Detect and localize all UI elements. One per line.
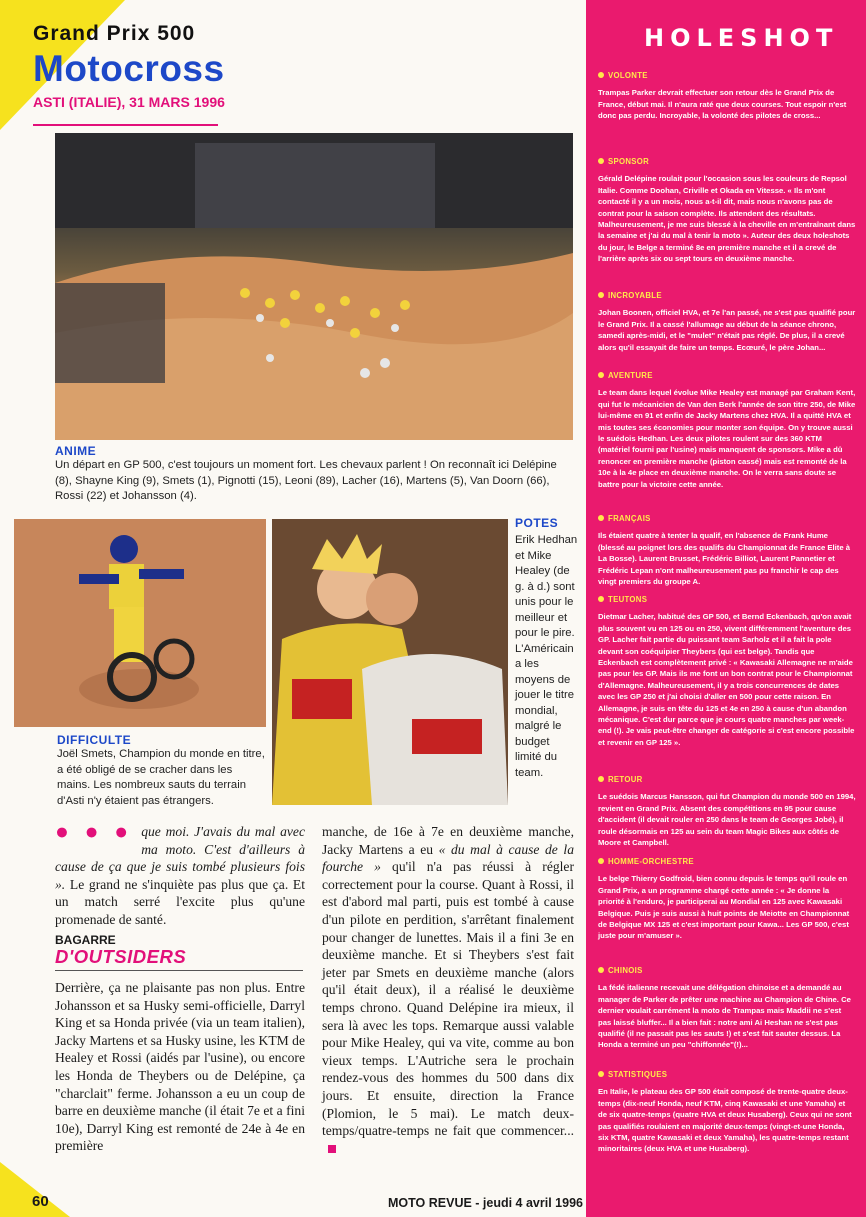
sidebar-section-sponsor (598, 156, 856, 265)
section-head: TEUTONS (608, 595, 648, 604)
column-2-quote: « du mal à cause de la fourche » (322, 841, 574, 875)
smets-photo (14, 519, 266, 727)
sidebar-section-incroyable (598, 290, 856, 353)
lead-dots: ● ● ● (55, 819, 134, 844)
section-head: STATISTIQUES (608, 1070, 668, 1079)
sidebar-section-teutons (598, 594, 856, 748)
bullet-icon (598, 596, 604, 602)
section-body: En Italie, le plateau des GP 500 était composé de trente-quatre deux-temps (dix-neuf Honda, neuf KTM, cinq Kawasaki et une Yamaha) et de six quatre-temps (quatre HVA et deux Husaberg). Ceux qui ne sont pas qualifiés roulaient en majorité deux-temps (vingt-et-une Honda, six KTM, quatre Kawasaki et deux Yamaha), les quatre-temps restant minoritaires (deux HVA et une Husaberg). (598, 1087, 852, 1154)
section-body: Le team dans lequel évolue Mike Healey est managé par Graham Kent, qui fut le mécanicien de Van den Berk l'année de son titre 250, de Mike lui-même en 91 et enfin de Jacky Martens chez HVA. Il a quitté HVA et mis toutes ses économies pour monter son équipe. On y trouve aussi le suédois Hedhan. Les deux pilotes roulent sur des 360 KTM (matériel fourni par l'usine) mais manquent de sponsors. Mike a dû renoncer en première manche (piston cassé) mais est remonté de la 10e à la 4e place en deuxième manche. On le verra sans doute se battre pour la victoire cette année. (598, 388, 856, 489)
start-photo (55, 133, 573, 440)
hedhan-healey-illustration (272, 519, 508, 805)
sidebar-section-volonte (598, 70, 856, 122)
sidebar-section-homme-orchestre (598, 856, 856, 942)
right-caption-title: POTES (515, 516, 559, 530)
sidebar-section-statistiques (598, 1069, 856, 1155)
section-head: FRANÇAIS (608, 514, 651, 523)
section-body: Le suédois Marcus Hansson, qui fut Champion du monde 500 en 1994, revient en Grand Prix. Absent des compétitions en 95 pour cause d'accident (il devait rouler en 250 dans le team de Georges Jobé), il roule désormais en 125 au sein du team Magic Bikes aux côtés de Moore et Campbell. (598, 792, 856, 848)
bullet-icon (598, 158, 604, 164)
section-body: Johan Boonen, officiel HVA, et 7e l'an passé, ne s'est pas qualifié pour le Grand Prix. Il a cassé l'allumage au début de la séance chrono, samedi après-midi, et le "mulet" n'était pas réglé. De plus, il a crevé alors qu'il essayait de faire un temps. Ecœuré, le père Johan... (598, 308, 856, 352)
article-dateline: ASTI (ITALIE), 31 MARS 1996 (33, 94, 225, 110)
left-caption-title: DIFFICULTE (57, 733, 132, 747)
bullet-icon (598, 515, 604, 521)
article-column-2 (322, 823, 574, 1157)
bullet-icon (598, 858, 604, 864)
bullet-icon (598, 372, 604, 378)
sidebar-title: HOLESHOT (644, 24, 839, 52)
main-caption-title: ANIME (55, 444, 97, 458)
column-2-text-b: qu'il n'a pas réussi à régler correctement pour la course. Quant à Rossi, il est d'abord mal parti, puis est tombé à cause d'un pilote en perdition, s'arrêtant finalement pour changer de lunettes. Mais il a fini 3e en deuxième manche. Et si Theybers s'est fait jeter par Smets en deuxième manche (alors qu'il était deux), il a réalisé le deuxième temps chrono. Quand Delépine ira mieux, il sera là avec les tops. Remarque aussi valable pour Mike Healey, qui va vite, comme au bon vieux temps. L'Autriche sera le prochain rendez-vous des hommes du 500 dans dix jours. Et ensuite, direction la France (Plomion, le 5 mai). Le match deux-temps/quatre-temps ne fait que commencer... (322, 859, 574, 1139)
section-body: Dietmar Lacher, habitué des GP 500, et Bernd Eckenbach, qu'on avait plus souvent vu en 125 ou en 250, vivent différemment l'aventure des GP. Lacher fait partie du puissant team Sarholz et il a fait la pole devant son coéquipier Theybers (qui est belge). Tandis que Eckenbach est complètement privé : « Kawasaki Allemagne ne m'aide pas pour les GP. Mais ils me font un bon contrat pour le Championnat d'Allemagne. Malheureusement, il y a trois concurrences de dates avec les GP 250 et j'ai choisi d'aller en 500 pour cette raison. En Allemagne, je suis en tête du 125 et 4e en 250 à cause d'un abandon mécanique. C'est dur parce que je cours quatre manches par week-end (!). Je vais peut-être changer de catégorie si c'est encore possible et revenir en GP 125 ». (598, 612, 855, 747)
section-body: Ils étaient quatre à tenter la qualif, en l'absence de Frank Hume (blessé au poignet lors des qualifs du Championnat de France Elite à La Bosse). Laurent Brusset, Frédéric Billiot, Laurent Pannetier et Frédéric Lepan n'ont malheureusement pas pu franchir le cap des vingt premiers du groupe A. (598, 531, 851, 587)
bullet-icon (598, 1071, 604, 1077)
lead-quote: que moi. J'avais du mal avec ma moto. C'est d'ailleurs à cause de ça que je suis tombé plusieurs fois ». (55, 824, 305, 892)
column-2-text-a: manche, de 16e à 7e en deuxième manche, Jacky Martens a eu (322, 824, 574, 857)
section-body: Trampas Parker devrait effectuer son retour dès le Grand Prix de France, début mai. Il n'aura raté que deux courses. Tout espoir n'est donc pas perdu. Incroyable, la volonté des pilotes de cross... (598, 88, 847, 121)
end-mark (328, 1145, 336, 1153)
left-caption: Joël Smets, Champion du monde en titre, a été obligé de se cracher dans les mains. Les nombreux sauts du terrain d'Asti n'y étaient pas étrangers. (57, 748, 265, 807)
section-body: Gérald Delépine roulait pour l'occasion sous les couleurs de Repsol Italie. Comme Doohan, Criville et Okada en Vitesse. « Ils m'ont contacté il y a un mois, nous a-t-il dit, mais nous n'avons pas de contrat pour la saison complète. Ils attendent des résultats. Malheureusement, je me suis blessé à la cheville en m'entraînant dans la semaine et j'ai du mal à tenir la moto ». Auteur des deux holeshots du jour, le Belge a terminé 8e en première manche et il a crevé de l'arrière après six ou sept tours en deuxième manche. (598, 174, 856, 264)
section-head: SPONSOR (608, 157, 650, 166)
smets-photo-illustration (14, 519, 266, 727)
article-header (33, 22, 225, 110)
section-head: RETOUR (608, 775, 643, 784)
section-body: Le belge Thierry Godfroid, bien connu depuis le temps qu'il roule en Grand Prix, a un programme chargé cette année : « Je donne la priorité à l'enduro, je participerai au Mondial en 125 avec Kawasaki Belgique. Puis je suis aussi à huit points de Meiotte en Championnat de Belgique MX 125 et c'est important pour Kawa... Les GP 500, c'est juste pour m'amuser ». (598, 874, 850, 941)
bullet-icon (598, 967, 604, 973)
subhead-rule (55, 970, 303, 971)
sidebar-section-aventure (598, 370, 856, 490)
subhead-kicker: BAGARRE (55, 933, 116, 947)
lead-text: Le grand ne s'inquiète pas plus que ça. Et un match serré l'excite plus qu'une promenade de santé. (55, 876, 305, 927)
main-caption: Un départ en GP 500, c'est toujours un moment fort. Les chevaux parlent ! On reconnaît ici Delépine (8), Shayne King (9), Smets (1), Pignotti (15), Leoni (89), Lacher (16), Martens (5), Van Doorn (66), Rossi (22) et Johansson (4). (55, 459, 557, 502)
section-head: VOLONTE (608, 71, 648, 80)
section-head: AVENTURE (608, 371, 653, 380)
bullet-icon (598, 776, 604, 782)
section-head: CHINOIS (608, 966, 643, 975)
section-body: La fédé italienne recevait une délégation chinoise et a demandé au manager de Parker de prêter une machine au Champion de Chine. Ce dernier voulait carrément la moto de Trampas mais Maddii ne s'est pas laissé bluffer... Il a bien fait : notre ami Ai Heshan ne s'est pas qualifié (il ne passait pas les sauts !) et s'est fait sauter dessus. La Honda a terminé un peu "chiffonnée"(!)... (598, 983, 851, 1050)
page-number: 60 (32, 1193, 49, 1210)
article-kicker: Grand Prix 500 (33, 22, 196, 45)
holeshot-sidebar (586, 0, 866, 1217)
hedhan-healey-photo (272, 519, 508, 805)
column-1-text: Derrière, ça ne plaisante pas non plus. Entre Johansson et sa Husky semi-officielle, Darryl King et sa Honda privée (via un team italien), Jacky Martens et sa Husky usine, les KTM de Healey et Rossi (aidés par l'usine), ou encore les Honda de Theybers ou de Delépine, ça "charclait" ferme. Johansson a eu un coup de barre en deuxième manche (il était 7e et a fini 10e), Darryl King est remonté de 24e à 4e en première (55, 980, 305, 1154)
magazine-footer: MOTO REVUE - jeudi 4 avril 1996 (388, 1196, 583, 1210)
right-caption: Erik Hedhan et Mike Healey (de g. à d.) sont unis pour le meilleur et pour le pire. L'Américain a les moyens de jouer le titre mondial, malgré le budget limité du team. (515, 534, 578, 779)
bullet-icon (598, 72, 604, 78)
start-photo-illustration (55, 133, 573, 440)
section-head: INCROYABLE (608, 291, 662, 300)
section-head: HOMME-ORCHESTRE (608, 857, 694, 866)
subhead-title: D'OUTSIDERS (55, 946, 187, 967)
sidebar-section-chinois (598, 965, 856, 1051)
article-lead (55, 819, 305, 929)
article-column-1 (55, 979, 305, 1155)
bullet-icon (598, 292, 604, 298)
article-title: Motocross (33, 48, 225, 89)
sidebar-section-francais (598, 513, 856, 587)
header-rule (33, 124, 218, 126)
sidebar-section-retour (598, 774, 856, 848)
